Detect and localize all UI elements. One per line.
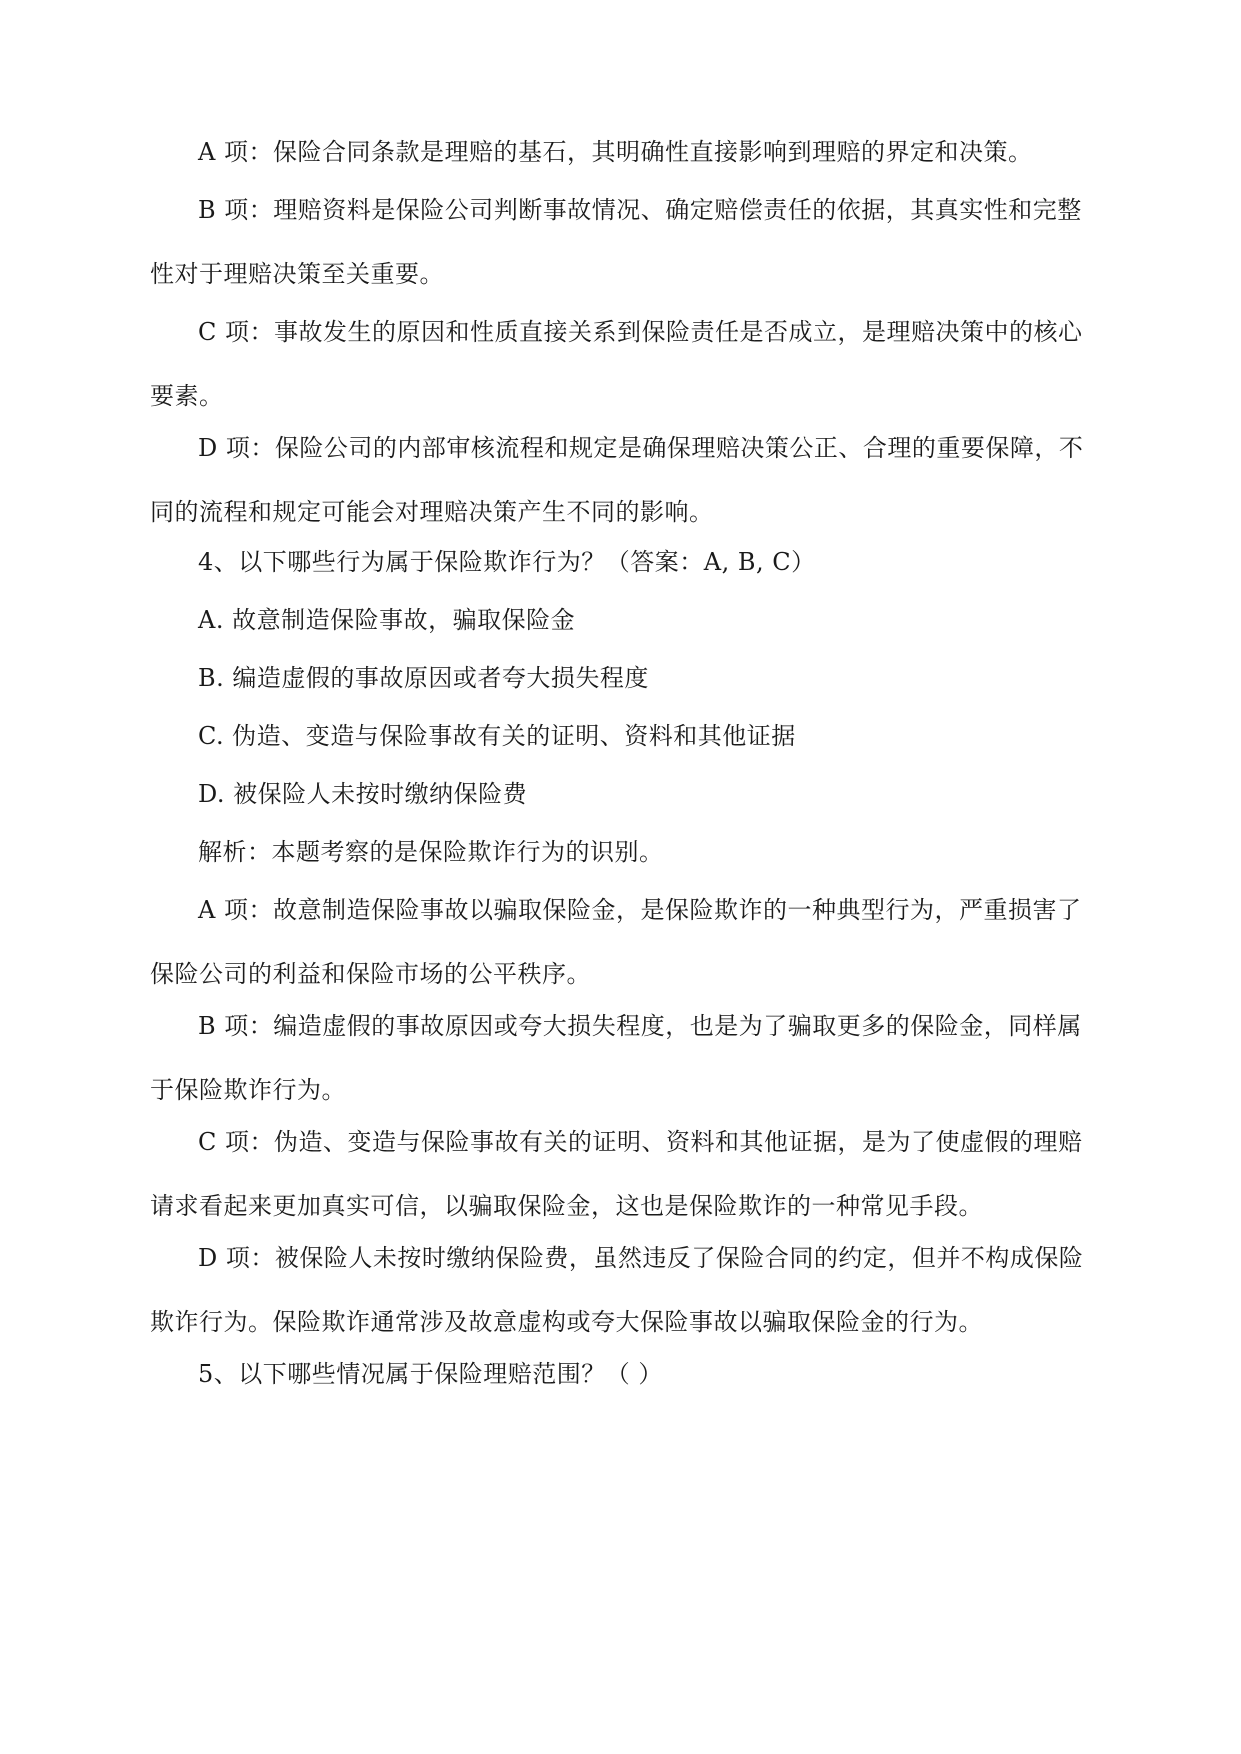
option-d: D. 被保险人未按时缴纳保险费 (198, 780, 528, 808)
analysis-b: B 项：编造虚假的事故原因或夸大损失程度，也是为了骗取更多的保险金，同样属于保险欺诈行为。 (150, 1012, 1082, 1104)
question-4-title: 4、以下哪些行为属于保险欺诈行为？（答案：A, B, C） (198, 548, 816, 576)
paragraph-a-contract-terms: A 项：保险合同条款是理赔的基石，其明确性直接影响到理赔的界定和决策。 (198, 138, 1033, 166)
paragraph-d-internal-review: D 项：保险公司的内部审核流程和规定是确保理赔决策公正、合理的重要保障，不同的流程和规定可能会对理赔决策产生不同的影响。 (150, 434, 1084, 526)
analysis-a: A 项：故意制造保险事故以骗取保险金，是保险欺诈的一种典型行为，严重损害了保险公司的利益和保险市场的公平秩序。 (150, 896, 1082, 988)
question-5-title: 5、以下哪些情况属于保险理赔范围？（ ） (198, 1360, 663, 1388)
option-b: B. 编造虚假的事故原因或者夸大损失程度 (198, 664, 649, 692)
analysis-d: D 项：被保险人未按时缴纳保险费，虽然违反了保险合同的约定，但并不构成保险欺诈行为。保险欺诈通常涉及故意虚构或夸大保险事故以骗取保险金的行为。 (150, 1244, 1084, 1336)
analysis-c: C 项：伪造、变造与保险事故有关的证明、资料和其他证据，是为了使虚假的理赔请求看起来更加真实可信，以骗取保险金，这也是保险欺诈的一种常见手段。 (150, 1128, 1083, 1220)
option-c: C. 伪造、变造与保险事故有关的证明、资料和其他证据 (198, 722, 796, 750)
paragraph-c-accident-cause: C 项：事故发生的原因和性质直接关系到保险责任是否成立，是理赔决策中的核心要素。 (150, 318, 1083, 410)
paragraph-b-claim-materials: B 项：理赔资料是保险公司判断事故情况、确定赔偿责任的依据，其真实性和完整性对于理赔决策至关重要。 (150, 196, 1082, 288)
analysis-intro: 解析：本题考察的是保险欺诈行为的识别。 (198, 838, 664, 866)
option-a: A. 故意制造保险事故，骗取保险金 (198, 606, 576, 634)
